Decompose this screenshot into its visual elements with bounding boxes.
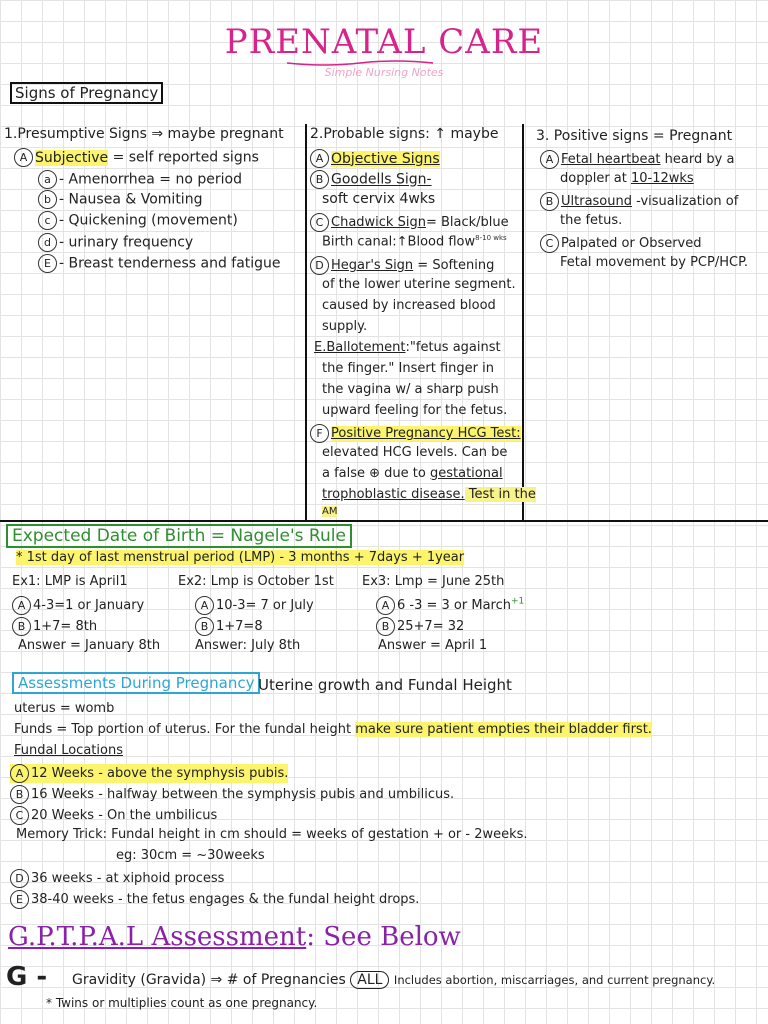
- column-divider-1: [305, 124, 307, 522]
- example-1-answer: Answer = January 8th: [18, 638, 161, 653]
- fundus-text: Funds = Top portion of uterus. For the fundal height: [14, 722, 356, 737]
- gravidity-text: Gravidity (Gravida) ⇒ # of Pregnancies: [72, 972, 346, 988]
- hcg-am: AM: [322, 506, 338, 517]
- mark-d-small: d: [38, 233, 57, 252]
- item-text: - urinary frequency: [59, 234, 194, 251]
- heartbeat-desc: heard by a: [660, 152, 735, 167]
- fundus-line: [14, 722, 652, 737]
- item-text: - Nausea & Vomiting: [59, 191, 203, 208]
- probable-title: 2.Probable signs: ↑ maybe: [310, 126, 499, 142]
- uterus-line: uterus = womb: [14, 701, 115, 716]
- fundal-location: [10, 764, 288, 783]
- mark-a-small: a: [38, 170, 57, 189]
- ballotement-desc: :"fetus against: [405, 340, 501, 355]
- hcg-line: elevated HCG levels. Can be: [322, 445, 508, 460]
- chadwick-line: Birth canal:↑Blood flow: [322, 234, 476, 250]
- palpated-label: Palpated or Observed: [561, 236, 702, 251]
- hcg-row: F Positive Pregnancy HCG Test:: [310, 424, 521, 443]
- column-divider-2: [522, 124, 524, 522]
- hegar-line: of the lower uterine segment.: [322, 277, 516, 292]
- g-letter: G -: [6, 962, 48, 992]
- location-mark: A: [10, 764, 29, 783]
- hcg-line: [322, 487, 536, 502]
- ballotement-row: [314, 340, 501, 355]
- section-divider: [0, 520, 768, 522]
- example-1-b: B 1+7= 8th: [12, 617, 97, 636]
- presumptive-item: [38, 254, 281, 273]
- location-text: 38-40 weeks - the fetus engages & the fundal height drops.: [31, 892, 420, 907]
- page-title: PRENATAL CARE: [224, 22, 544, 62]
- location-text: 12 Weeks - above the symphysis pubis.: [31, 766, 289, 781]
- palpated-line-2: Fetal movement by PCP/HCP.: [560, 255, 749, 270]
- naegele-rule: * 1st day of last menstrual period (LMP) - 3 months + 7days + 1year: [16, 550, 465, 565]
- location-mark: E: [10, 890, 29, 909]
- gptpal-tail: : See Below: [306, 922, 461, 952]
- example-3-b: B 25+7= 32: [376, 617, 464, 636]
- mark-e: E: [38, 254, 57, 273]
- heartbeat-line-2: [560, 171, 694, 186]
- example-text: 1+7= 8th: [33, 619, 98, 634]
- mark-b-small: b: [38, 190, 57, 209]
- example-2-b: B 1+7=8: [195, 617, 263, 636]
- item-text: - Quickening (movement): [59, 212, 238, 229]
- ballotement-line: upward feeling for the fetus.: [322, 403, 508, 418]
- example-3-title: Ex3: Lmp = June 25th: [362, 574, 505, 589]
- location-mark: C: [10, 806, 29, 825]
- gptpal-title: G.P.T.P.A.L Assessment: [8, 922, 307, 952]
- mark-a: A: [14, 148, 33, 167]
- hegar-line: supply.: [322, 319, 368, 334]
- ultrasound-row: B Ultrasound -visualization of: [540, 192, 738, 211]
- fundal-location: [10, 890, 419, 909]
- item-text: - Breast tenderness and fatigue: [59, 255, 281, 272]
- objective-label: Objective Signs: [331, 150, 440, 167]
- chadwick-label: Chadwick Sign: [331, 215, 426, 230]
- hegar-label: Hegar's Sign: [331, 258, 414, 273]
- subjective-label: Subjective: [35, 149, 109, 166]
- example-2-answer: Answer: July 8th: [195, 638, 301, 653]
- heartbeat-row: A Fetal heartbeat heard by a: [540, 150, 734, 169]
- presumptive-title: 1.Presumptive Signs ⇒ maybe pregnant: [4, 126, 284, 142]
- title-underline: [285, 58, 435, 68]
- example-2-a: A 10-3= 7 or July: [195, 596, 314, 615]
- naegele-heading: Expected Date of Birth = Nagele's Rule: [6, 524, 352, 548]
- example-2-title: Ex2: Lmp is October 1st: [178, 574, 334, 589]
- ultrasound-desc: -visualization of: [632, 194, 739, 209]
- chadwick-sup: 8-10 wks: [475, 234, 507, 242]
- subjective-desc: = self reported signs: [108, 149, 259, 166]
- presumptive-item: [38, 233, 193, 252]
- location-mark: D: [10, 869, 29, 888]
- ultrasound-line-2: the fetus.: [560, 213, 623, 228]
- example-3-a: A 6 -3 = 3 or March$^{+1}$: [376, 596, 524, 615]
- heartbeat-text: doppler at: [560, 171, 631, 186]
- memory-example: eg: 30cm = ~30weeks: [116, 848, 265, 863]
- item-text: - Amenorrhea = no period: [59, 171, 242, 188]
- example-sup: +1: [511, 596, 525, 607]
- ballotement-line: the finger." Insert finger in: [322, 361, 494, 376]
- goodells-row: B Goodells Sign-: [310, 170, 432, 189]
- hcg-underline-2: trophoblastic disease.: [322, 487, 465, 502]
- ballotement-line: the vagina w/ a sharp push: [322, 382, 499, 397]
- fundal-location: [10, 785, 454, 804]
- example-1-title: Ex1: LMP is April1: [12, 574, 128, 589]
- presumptive-item: [38, 211, 238, 230]
- presumptive-item: [38, 190, 202, 209]
- hegar-desc: = Softening: [413, 258, 495, 273]
- all-badge: ALL: [350, 971, 389, 989]
- example-3-answer: Answer = April 1: [378, 638, 488, 653]
- signs-heading: Signs of Pregnancy: [10, 82, 163, 104]
- gptpal-heading: [8, 922, 461, 952]
- hegar-row: D Hegar's Sign = Softening: [310, 256, 494, 275]
- example-1-a: A 4-3=1 or January: [12, 596, 144, 615]
- page-subtitle: Simple Nursing Notes: [324, 66, 444, 79]
- bladder-highlight: make sure patient empties their bladder first.: [355, 722, 652, 737]
- presumptive-item: [38, 170, 242, 189]
- example-text: 4-3=1 or January: [33, 598, 145, 613]
- chadwick-desc-2: [322, 234, 507, 249]
- ballotement-label: E.Ballotement: [314, 340, 406, 355]
- objective-row: A Objective Signs: [310, 149, 440, 168]
- example-text: 25+7= 32: [397, 619, 465, 634]
- fundal-location: [10, 869, 224, 888]
- mark-c-small: c: [38, 211, 57, 230]
- goodells-desc: soft cervix 4wks: [322, 191, 436, 207]
- goodells-label: Goodells Sign-: [331, 171, 432, 188]
- chadwick-row: C Chadwick Sign= Black/blue: [310, 213, 509, 232]
- gravidity-includes: Includes abortion, miscarriages, and current pregnancy.: [393, 973, 716, 987]
- heartbeat-weeks: 10-12wks: [631, 171, 694, 186]
- positive-title: 3. Positive signs = Pregnant: [536, 128, 733, 144]
- ultrasound-label: Ultrasound: [561, 194, 632, 209]
- example-text: 6 -3 = 3 or March: [397, 598, 511, 613]
- memory-trick: Memory Trick: Fundal height in cm should = weeks of gestation + or - 2weeks.: [16, 827, 528, 842]
- hegar-line: caused by increased blood: [322, 298, 496, 313]
- location-mark: B: [10, 785, 29, 804]
- hcg-label: Positive Pregnancy HCG Test:: [331, 426, 521, 441]
- assessments-heading: Assessments During Pregnancy: [12, 672, 260, 694]
- hcg-line: [322, 466, 503, 481]
- fundal-heading: Fundal Locations: [14, 743, 123, 758]
- gravidity-note: * Twins or multiplies count as one pregnancy.: [46, 996, 318, 1010]
- location-text: 36 weeks - at xiphoid process: [31, 871, 225, 886]
- subjective-row: [14, 148, 259, 167]
- example-text: 10-3= 7 or July: [216, 598, 314, 613]
- heartbeat-label: Fetal heartbeat: [561, 152, 661, 167]
- hcg-test: Test in the: [464, 487, 536, 502]
- palpated-row: C Palpated or Observed: [540, 234, 702, 253]
- hcg-underline: gestational: [430, 466, 503, 481]
- hcg-text: a false ⊕ due to: [322, 466, 430, 481]
- example-text: 1+7=8: [216, 619, 263, 634]
- location-text: 20 Weeks - On the umbilicus: [31, 808, 218, 823]
- fundal-location: [10, 806, 217, 825]
- chadwick-desc: = Black/blue: [425, 215, 509, 230]
- assessments-subheading: Uterine growth and Fundal Height: [258, 676, 512, 694]
- gravidity-line: [72, 972, 715, 988]
- location-text: 16 Weeks - halfway between the symphysis pubis and umbilicus.: [31, 787, 455, 802]
